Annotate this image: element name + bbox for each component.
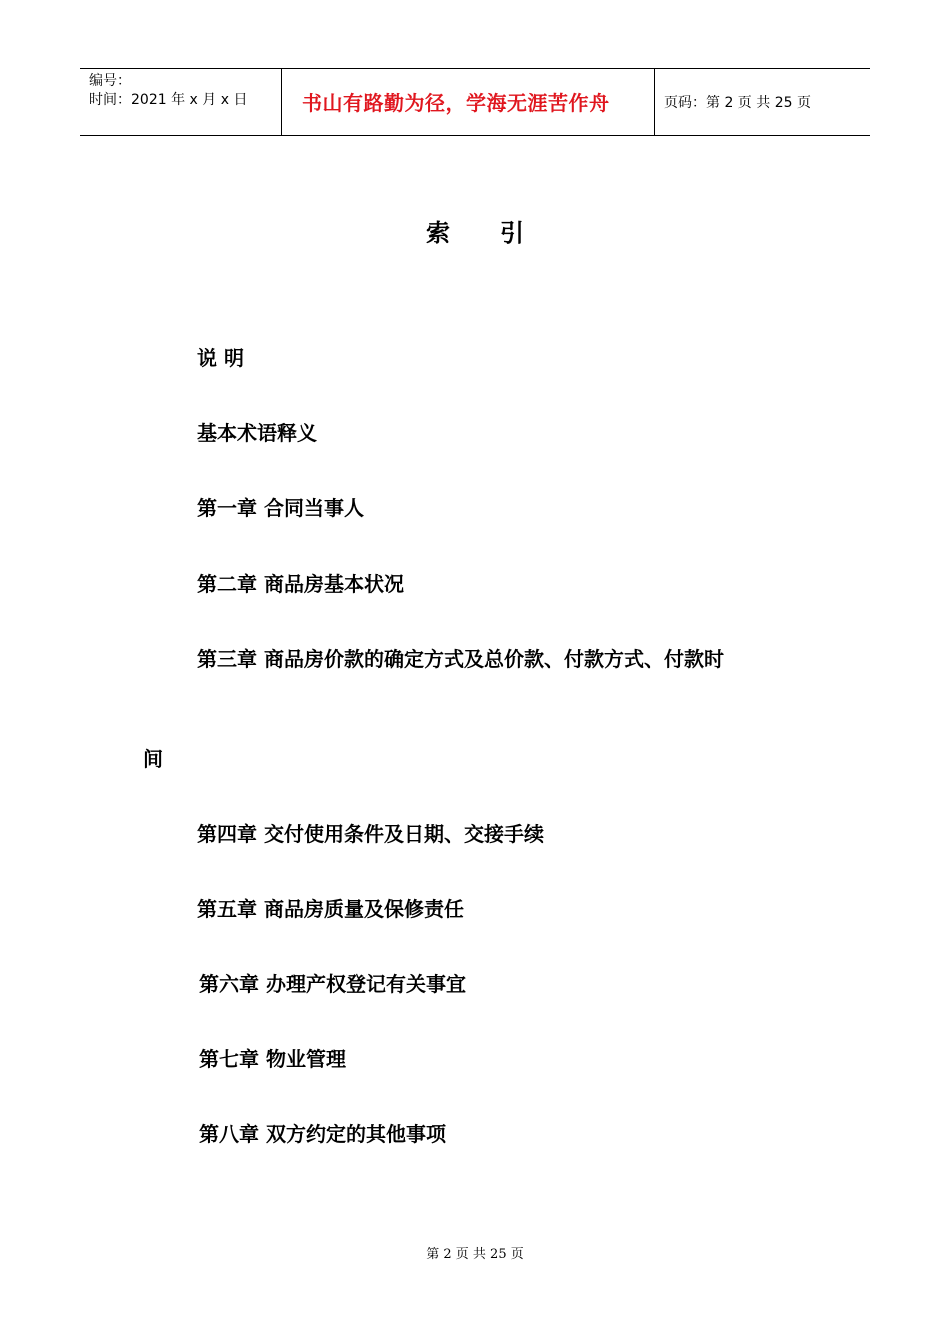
page-footer: 第 2 页 共 25 页	[426, 1247, 524, 1262]
toc-item-terms: 基本术语释义	[197, 421, 317, 445]
toc-item-chapter-8: 第八章 双方约定的其他事项	[199, 1122, 446, 1146]
document-number-label: 编号：	[89, 73, 131, 89]
toc-item-chapter-4: 第四章 交付使用条件及日期、交接手续	[197, 822, 544, 846]
page-title	[0, 218, 950, 248]
toc-item-chapter-2: 第二章 商品房基本状况	[197, 572, 404, 596]
header-page-info: 页码：第 2 页 共 25 页	[664, 95, 811, 111]
page-title-char-1: 索	[426, 219, 450, 247]
page-title-char-2: 引	[500, 219, 524, 247]
toc-item-chapter-7: 第七章 物业管理	[199, 1047, 346, 1071]
toc-item-chapter-3-continued: 间	[143, 747, 163, 771]
toc-item-explanation: 说 明	[197, 346, 244, 370]
header-meta-cell	[80, 69, 282, 135]
document-time-label: 时间：2021 年 x 月 x 日	[89, 92, 248, 108]
header-page-cell	[655, 69, 870, 135]
header-motto: 书山有路勤为径，学海无涯苦作舟	[302, 91, 610, 115]
toc-item-chapter-3: 第三章 商品房价款的确定方式及总价款、付款方式、付款时	[197, 647, 724, 671]
toc-item-chapter-1: 第一章 合同当事人	[197, 496, 364, 520]
toc-item-chapter-6: 第六章 办理产权登记有关事宜	[199, 972, 466, 996]
toc-item-chapter-5: 第五章 商品房质量及保修责任	[197, 897, 464, 921]
header-motto-cell	[282, 69, 655, 135]
document-header	[80, 68, 870, 136]
